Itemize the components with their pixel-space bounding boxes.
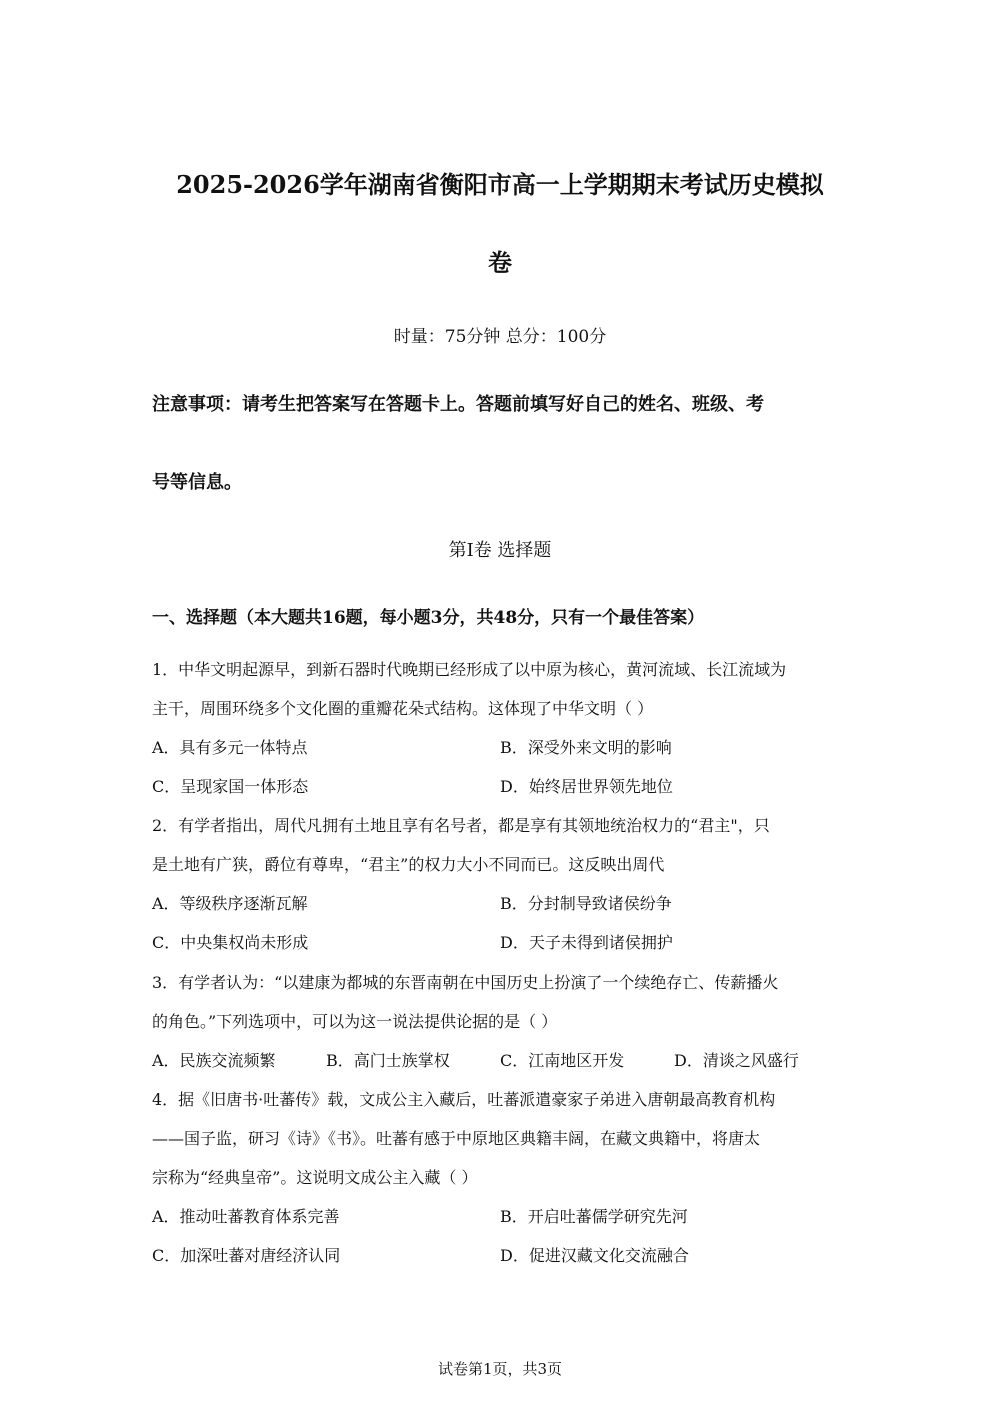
question-2-option-d: D．天子未得到诸侯拥护	[500, 933, 673, 952]
question-1-option-b: B．深受外来文明的影响	[500, 738, 672, 757]
question-2-stem-line2: 是土地有广狭，爵位有尊卑，“君主”的权力大小不同而已。这反映出周代	[152, 855, 665, 874]
section-heading: 一、选择题（本大题共16题，每小题3分，共48分，只有一个最佳答案）	[152, 608, 705, 628]
question-1-stem-line1: 1．中华文明起源早，到新石器时代晚期已经形成了以中原为核心，黄河流域、长江流域为	[152, 660, 787, 679]
question-3-option-d: D．清谈之风盛行	[674, 1051, 799, 1070]
question-3-stem-line2: 的角色。”下列选项中，可以为这一说法提供论据的是（ ）	[152, 1012, 558, 1031]
question-4-option-a: A．推动吐蕃教育体系完善	[152, 1207, 340, 1226]
question-4-stem-line1: 4．据《旧唐书·吐蕃传》载，文成公主入藏后，吐蕃派遣豪家子弟进入唐朝最高教育机构	[152, 1090, 776, 1109]
question-4-option-c: C．加深吐蕃对唐经济认同	[152, 1246, 341, 1265]
question-4-stem-line2: ——国子监，研习《诗》《书》。吐蕃有感于中原地区典籍丰阔，在藏文典籍中，将唐太	[152, 1129, 761, 1148]
section-title: 第Ⅰ卷 选择题	[448, 540, 552, 561]
question-2-option-b: B．分封制导致诸侯纷争	[500, 894, 672, 913]
page-footer: 试卷第1页，共3页	[437, 1360, 563, 1378]
question-4-stem-line3: 宗称为“经典皇帝”。这说明文成公主入藏（ ）	[152, 1168, 478, 1187]
question-4-option-b: B．开启吐蕃儒学研究先河	[500, 1207, 688, 1226]
question-3-option-a: A．民族交流频繁	[152, 1051, 276, 1070]
question-2-stem-line1: 2．有学者指出，周代凡拥有土地且享有名号者，都是享有其领地统治权力的“君主"，只	[152, 816, 770, 835]
question-1-option-c: C．呈现家国一体形态	[152, 777, 309, 796]
question-3-option-b: B．高门士族掌权	[326, 1051, 450, 1070]
question-2-option-a: A．等级秩序逐渐瓦解	[152, 894, 308, 913]
question-1-option-a: A．具有多元一体特点	[152, 738, 308, 757]
question-1-stem-line2: 主干，周围环绕多个文化圈的重瓣花朵式结构。这体现了中华文明（ ）	[152, 699, 654, 718]
exam-title-line2: 卷	[488, 248, 512, 277]
question-4-option-d: D．促进汉藏文化交流融合	[500, 1246, 689, 1265]
question-3-option-c: C．江南地区开发	[500, 1051, 625, 1070]
exam-title-line1: 2025-2026学年湖南省衡阳市高一上学期期末考试历史模拟	[176, 170, 824, 199]
question-1-option-d: D．始终居世界领先地位	[500, 777, 673, 796]
question-2-option-c: C．中央集权尚未形成	[152, 933, 309, 952]
notice-line2: 号等信息。	[152, 472, 242, 493]
notice-line1: 注意事项：请考生把答案写在答题卡上。答题前填写好自己的姓名、班级、考	[152, 394, 764, 415]
exam-meta: 时量：75分钟 总分：100分	[393, 327, 607, 347]
question-3-stem-line1: 3．有学者认为：“以建康为都城的东晋南朝在中国历史上扮演了一个续绝存亡、传薪播火	[152, 973, 779, 992]
